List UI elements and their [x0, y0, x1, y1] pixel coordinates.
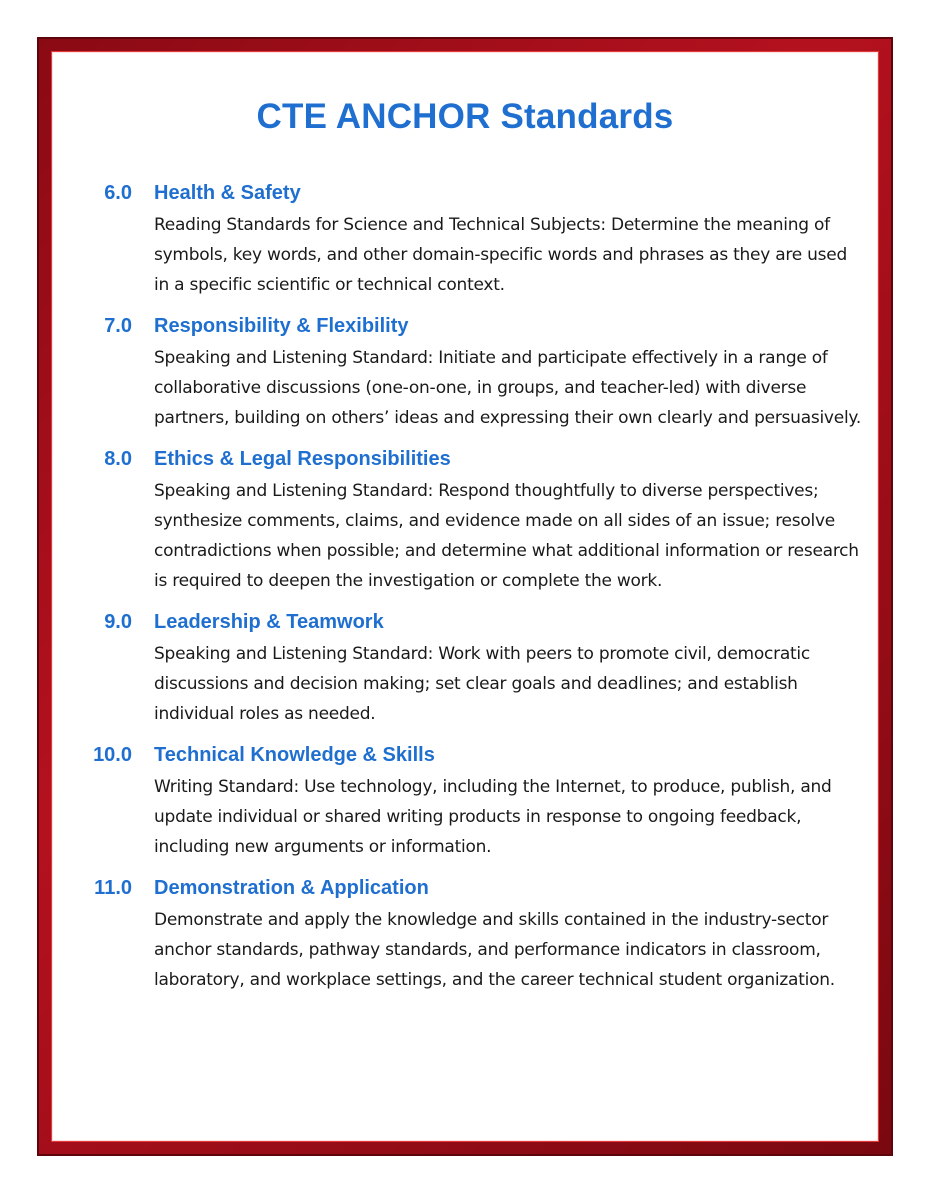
- standard-description: Speaking and Listening Standard: Initiate and participate effectively in a range of collaborative discussions (one-on-one, in groups, and teacher-led) with diverse partners, building on others’ ideas and expressing their own clearly and persuasively.: [154, 348, 861, 428]
- standard-title: Technical Knowledge & Skills: [154, 744, 435, 766]
- standard-heading: [0, 178, 930, 210]
- standards-list: [0, 178, 930, 1006]
- standard-description: Writing Standard: Use technology, including the Internet, to produce, publish, and update individual or shared writing products in response to ongoing feedback, including new arguments or information.: [154, 777, 832, 857]
- standard-item-11: [0, 873, 930, 995]
- standard-description: Reading Standards for Science and Technical Subjects: Determine the meaning of symbols, key words, and other domain-specific words and phrases as they are used in a specific scientific or technical context.: [154, 215, 847, 295]
- standard-item-7: [0, 311, 930, 433]
- standard-number: 10.0: [93, 744, 132, 766]
- standard-heading: [0, 444, 930, 476]
- standard-number: 11.0: [94, 877, 132, 899]
- standard-heading: [0, 873, 930, 905]
- standard-description: Speaking and Listening Standard: Work with peers to promote civil, democratic discussions and decision making; set clear goals and deadlines; and establish individual roles as needed.: [154, 644, 810, 724]
- standard-number: 7.0: [104, 315, 132, 337]
- standard-heading: [0, 311, 930, 343]
- standard-heading: [0, 740, 930, 772]
- standard-item-8: [0, 444, 930, 596]
- standard-description: Speaking and Listening Standard: Respond thoughtfully to diverse perspectives; synthesize comments, claims, and evidence made on all sides of an issue; resolve contradictions when possible; and determine what additional information or research is required to deepen the investigation or complete the work.: [154, 481, 859, 591]
- standard-title: Demonstration & Application: [154, 877, 429, 899]
- standard-heading: [0, 607, 930, 639]
- standard-number: 9.0: [104, 611, 132, 633]
- page-title: CTE ANCHOR Standards: [256, 97, 674, 136]
- standard-title: Health & Safety: [154, 182, 301, 204]
- standard-item-10: [0, 740, 930, 862]
- standard-number: 8.0: [104, 448, 132, 470]
- standard-description: Demonstrate and apply the knowledge and skills contained in the industry-sector anchor standards, pathway standards, and performance indicators in classroom, laboratory, and workplace settings, and the career technical student organization.: [154, 910, 835, 990]
- standard-number: 6.0: [104, 182, 132, 204]
- standard-item-6: [0, 178, 930, 300]
- standard-title: Responsibility & Flexibility: [154, 315, 409, 337]
- standard-title: Ethics & Legal Responsibilities: [154, 448, 451, 470]
- standard-item-9: [0, 607, 930, 729]
- standard-title: Leadership & Teamwork: [154, 611, 384, 633]
